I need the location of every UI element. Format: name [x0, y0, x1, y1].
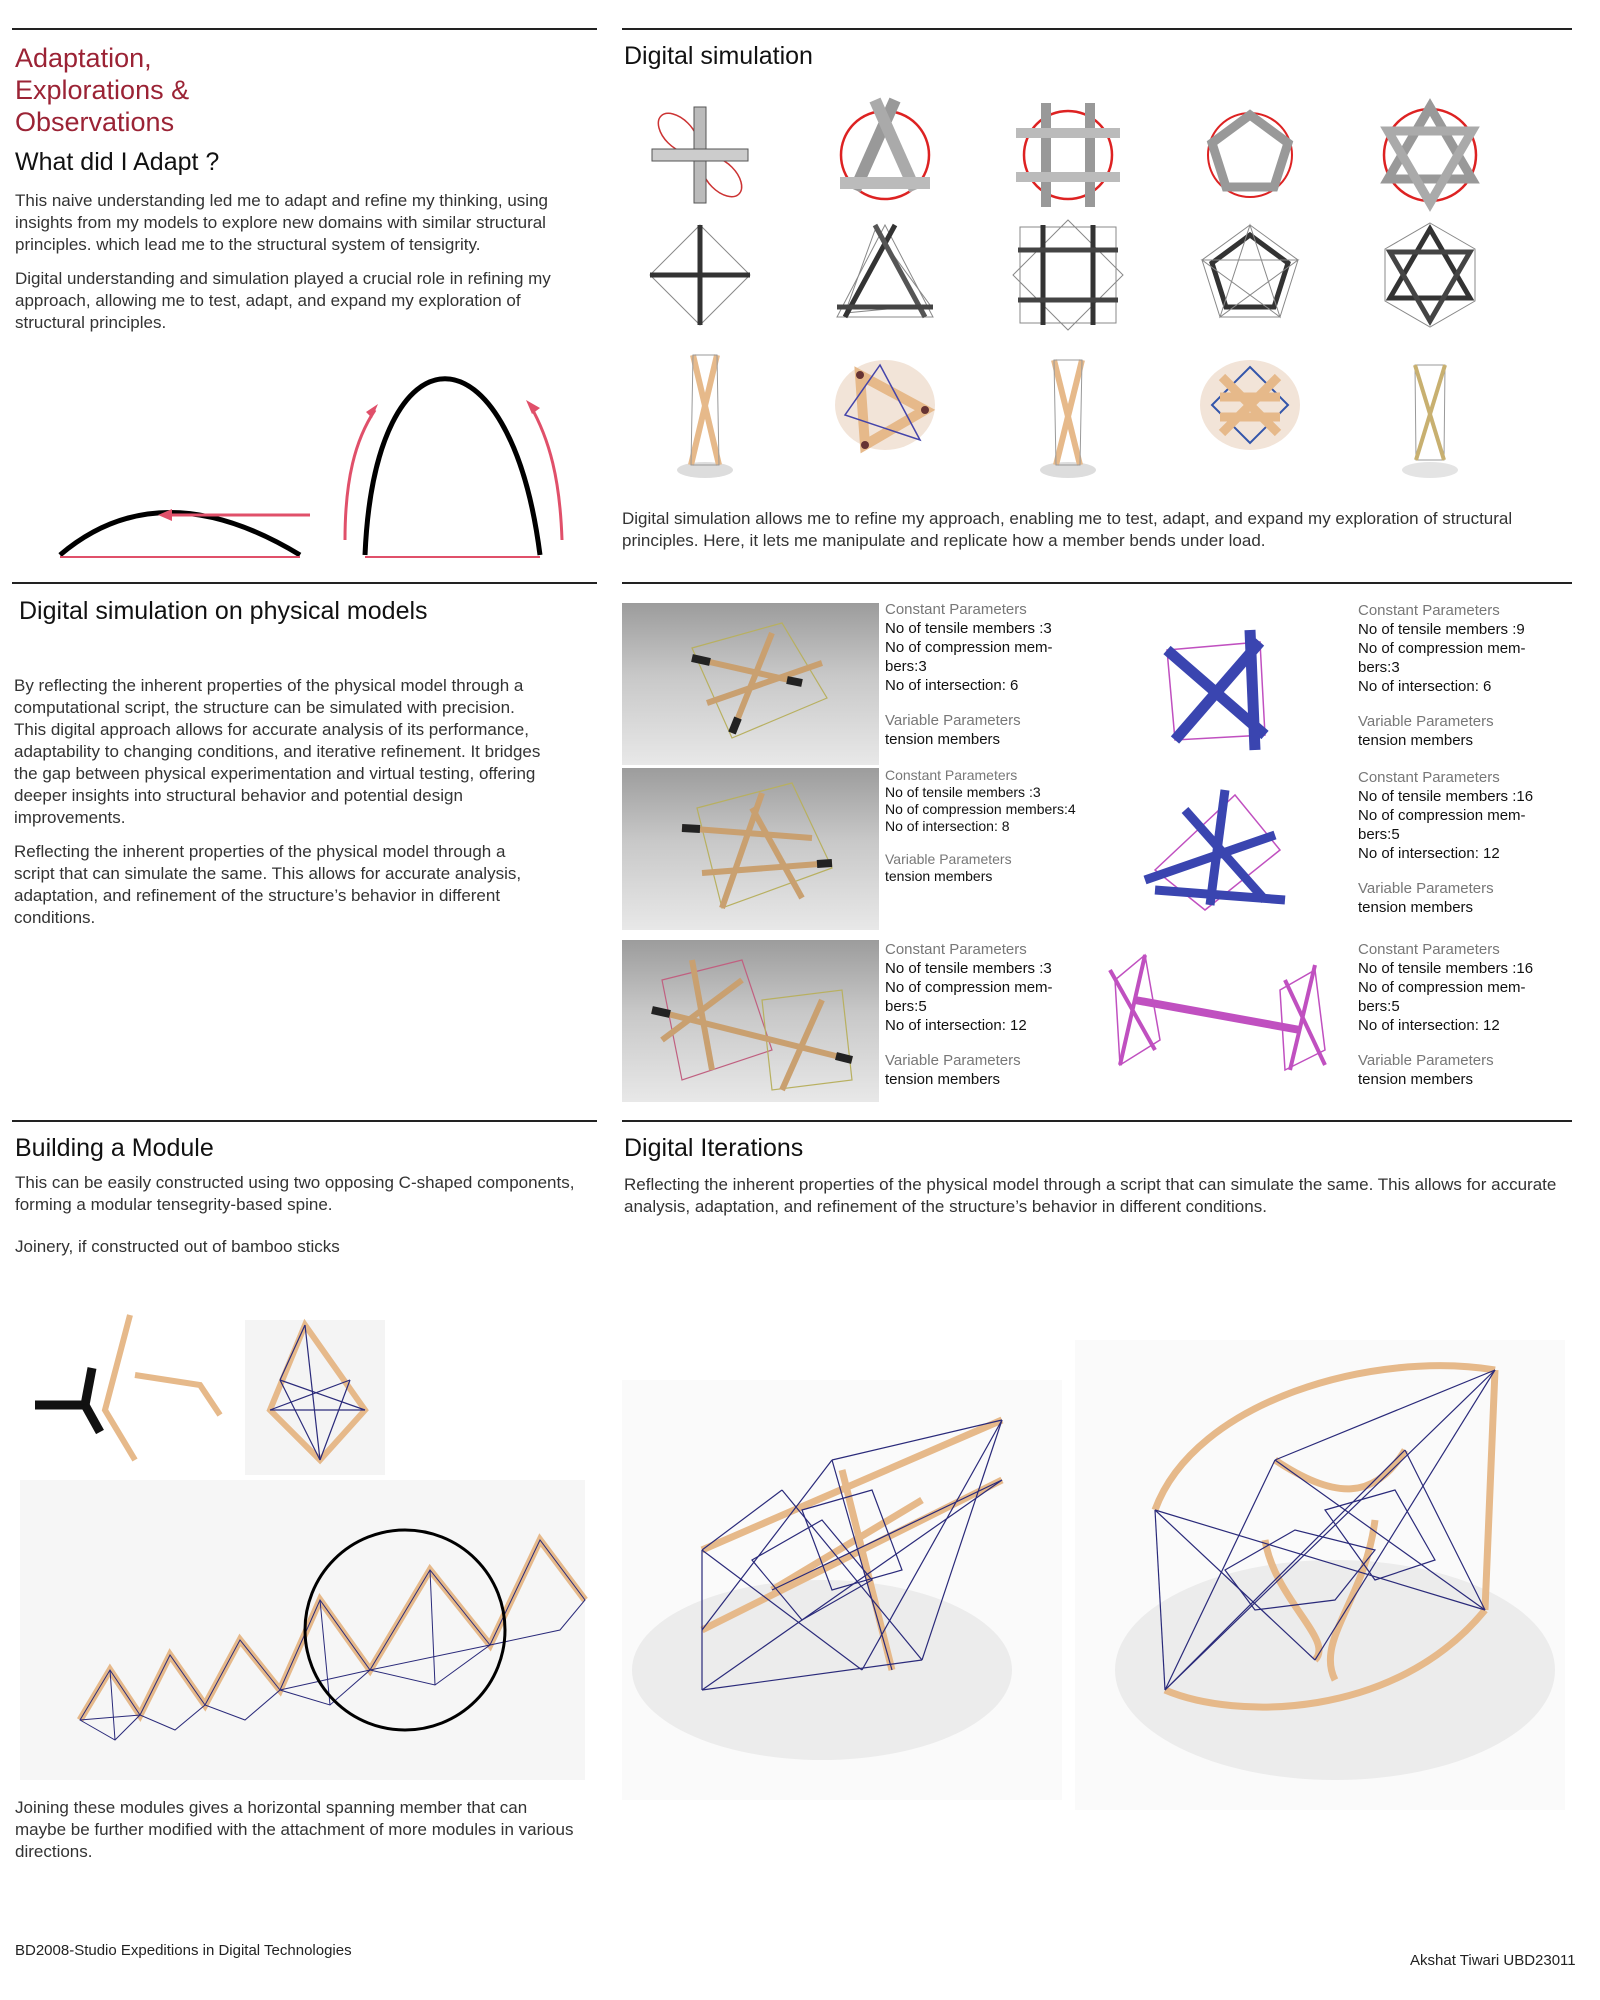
adaptation-title-line: Adaptation, [15, 43, 152, 73]
ring-cross [651, 106, 749, 204]
module-title: Building a Module [15, 1134, 214, 1162]
tall-arch [365, 379, 540, 555]
constant-parameters-label: Constant Parameters [1358, 941, 1500, 958]
arch-diagram [40, 360, 560, 570]
section-rule-right [622, 1120, 1572, 1122]
section-rule-left [12, 582, 597, 584]
adaptation-title-line: Explorations & [15, 75, 190, 105]
constant-parameters-label: Constant Parameters [1358, 602, 1500, 619]
parameter-line: No of compression members:4 [885, 801, 1076, 817]
parameter-line: No of compression mem- [1358, 640, 1526, 657]
shallow-arch [60, 513, 300, 556]
parameter-line: No of tensile members :3 [885, 620, 1052, 637]
constant-parameters-label: Constant Parameters [885, 601, 1027, 618]
parameter-line: No of tensile members :3 [885, 784, 1041, 800]
c-shaped-component [105, 1315, 220, 1460]
curved-arrow-left [345, 410, 375, 540]
simulation-render-row [650, 345, 1550, 485]
parameter-line: No of intersection: 12 [885, 1017, 1027, 1034]
parameter-line: No of compression mem- [1358, 807, 1526, 824]
parameter-line: bers:5 [1358, 998, 1400, 1015]
render-prism-tall [677, 355, 733, 478]
parameter-line: bers:5 [885, 998, 927, 1015]
variable-parameters-value: tension members [885, 731, 1001, 748]
parameter-line: bers:3 [885, 658, 927, 675]
tensegrity-triangle [837, 225, 933, 317]
parameter-line: No of compression mem- [885, 639, 1053, 656]
physical-model-photo [622, 603, 879, 765]
parameter-line: No of intersection: 12 [1358, 845, 1500, 862]
tensegrity-diagram-column [1100, 610, 1330, 1110]
parameter-block [1358, 768, 1558, 917]
variable-parameters-label: Variable Parameters [1358, 713, 1494, 730]
adaptation-paragraph: This naive understanding led me to adapt and refine my thinking, using insights from my models to explore new domains with similar structural principles. which lead me to the structural system of tensigrity. [15, 191, 548, 254]
parameter-line: bers:5 [1358, 826, 1400, 843]
ring-square [1016, 103, 1120, 207]
parameter-line: No of compression mem- [885, 979, 1053, 996]
constant-parameters-label: Constant Parameters [885, 941, 1027, 958]
model-sketch [622, 768, 879, 930]
parameter-line: No of tensile members :9 [1358, 621, 1525, 638]
parameter-block [885, 940, 1085, 1089]
ring-triangle [840, 100, 930, 199]
render-prism-mid [1040, 360, 1096, 478]
model-sketch [622, 603, 879, 765]
digital-simulation-title: Digital simulation [624, 42, 813, 70]
module-illustration [20, 1300, 600, 1790]
section-rule-right [622, 582, 1572, 584]
section-rule-left [12, 1120, 597, 1122]
parameter-block [885, 600, 1085, 749]
adaptation-text [15, 190, 585, 346]
parameter-block [885, 767, 1105, 885]
adaptation-title [15, 42, 189, 138]
variable-parameters-value: tension members [885, 1071, 1001, 1088]
parameter-line: No of intersection: 8 [885, 818, 1010, 834]
tensegrity-pentagon [1202, 225, 1298, 317]
variable-parameters-label: Variable Parameters [885, 851, 1012, 867]
tensegrity-hexagram [1385, 223, 1475, 327]
module-caption: Joining these modules gives a horizontal spanning member that can maybe be further modified with the attachment of more modules in various directions. [15, 1798, 574, 1861]
adaptation-subtitle: What did I Adapt ? [15, 148, 220, 176]
parameter-line: No of intersection: 12 [1358, 1017, 1500, 1034]
digital-simulation-caption: Digital simulation allows me to refine my approach, enabling me to test, adapt, and expand my exploration of structural principles. Here, it lets me manipulate and replicate how a member bends under load. [622, 509, 1513, 550]
render-square-bamboo [1200, 360, 1300, 450]
blue-tensegrity-3 [1167, 630, 1265, 750]
blue-tensegrity-4 [1145, 790, 1285, 910]
iteration-render-2 [1075, 1340, 1565, 1810]
physical-models-paragraph: Reflecting the inherent properties of the physical model through a script that can simulate the same. This allows for accurate analysis, adaptation, and refinement of the structure’s behavior in different conditions. [14, 842, 522, 927]
physical-model-photo [622, 768, 879, 930]
parameter-line: No of tensile members :3 [885, 960, 1052, 977]
iterations-title: Digital Iterations [624, 1134, 804, 1162]
parameter-line: No of tensile members :16 [1358, 788, 1534, 805]
footer-course: BD2008-Studio Expeditions in Digital Technologies [15, 1942, 352, 1959]
module-text: This can be easily constructed using two opposing C-shaped components, forming a modular tensegrity-based spine. [15, 1173, 575, 1214]
ring-hexagram [1384, 107, 1476, 203]
parameter-line: No of intersection: 6 [885, 677, 1019, 694]
simulation-ring-row [650, 95, 1550, 215]
variable-parameters-label: Variable Parameters [885, 712, 1021, 729]
physical-models-title: Digital simulation on physical models [19, 597, 428, 625]
top-rule-right [622, 28, 1572, 30]
top-rule-left [12, 28, 597, 30]
parameter-block [1358, 940, 1558, 1089]
physical-model-photo [622, 940, 879, 1102]
iteration-render-1 [622, 1380, 1062, 1800]
arrow-head-icon [526, 400, 540, 414]
parameter-line: No of compression mem- [1358, 979, 1526, 996]
simulation-tensegrity-row [650, 215, 1550, 335]
physical-models-paragraph: By reflecting the inherent properties of the physical model through a computational script, the structure can be simulated with precision. This digital approach allows for accurate analysis of its performance, adaptability to changing conditions, and iterative refinement. It bridges the gap between physical experimentation and virtual testing, offering deeper insights into structural behavior and potential design improvements. [14, 676, 541, 827]
joint-connector-icon [35, 1368, 100, 1432]
parameter-line: No of tensile members :16 [1358, 960, 1534, 977]
tensegrity-cross [650, 225, 750, 325]
module-spine [20, 1480, 585, 1780]
ring-pentagon [1208, 113, 1292, 197]
physical-models-text [14, 675, 544, 941]
adaptation-title-line: Observations [15, 107, 175, 137]
parameter-line: bers:3 [1358, 659, 1400, 676]
variable-parameters-label: Variable Parameters [1358, 880, 1494, 897]
constant-parameters-label: Constant Parameters [1358, 769, 1500, 786]
variable-parameters-value: tension members [1358, 1071, 1474, 1088]
render-triangle-bamboo [835, 360, 935, 450]
model-sketch [622, 940, 879, 1102]
variable-parameters-label: Variable Parameters [1358, 1052, 1494, 1069]
tensegrity-square [1013, 220, 1123, 330]
adaptation-paragraph: Digital understanding and simulation played a crucial role in refining my approach, allowing me to test, adapt, and expand my exploration of structural principles. [15, 269, 551, 332]
single-module [245, 1320, 385, 1475]
variable-parameters-value: tension members [885, 868, 993, 884]
footer-author: Akshat Tiwari UBD23011 [1410, 1952, 1576, 1969]
purple-tensegrity-double [1110, 955, 1325, 1070]
render-prism-olive [1402, 365, 1458, 478]
constant-parameters-label: Constant Parameters [885, 767, 1018, 783]
module-joinery-text: Joinery, if constructed out of bamboo sticks [15, 1237, 340, 1256]
parameter-line: No of intersection: 6 [1358, 678, 1492, 695]
variable-parameters-value: tension members [1358, 732, 1474, 749]
variable-parameters-label: Variable Parameters [885, 1052, 1021, 1069]
parameter-block [1358, 601, 1558, 750]
variable-parameters-value: tension members [1358, 899, 1474, 916]
arrow-head-icon [366, 404, 378, 418]
iterations-text: Reflecting the inherent properties of the physical model through a script that can simulate the same. This allows for accurate analysis, adaptation, and refinement of the structure’s behavior in different conditions. [624, 1175, 1557, 1216]
